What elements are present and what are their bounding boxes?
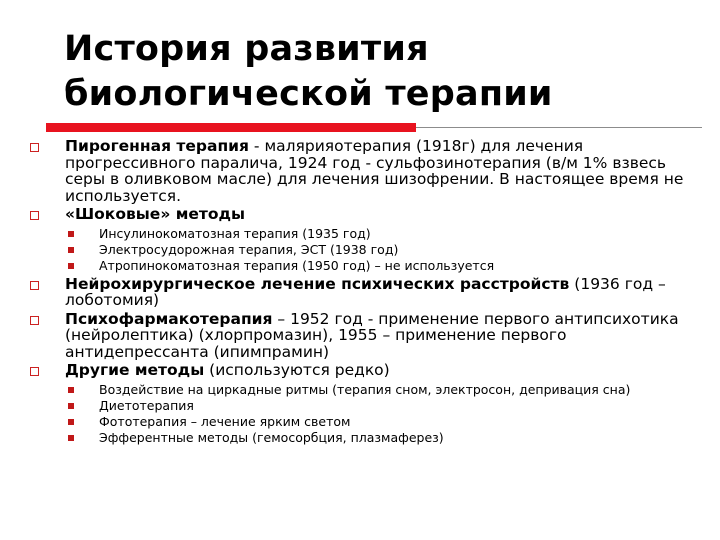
list-item-text: - малярияотерапия (1918г) для лечения прогрессивного паралича, 1924 год - сульфозинотерапия (в/м 1% взвесь серы в оливковом масле) для лечения шизофрении. В настоящее время не используется. xyxy=(65,137,684,205)
sublist-item xyxy=(30,398,710,414)
sublist-item-text: Атропинокоматозная терапия (1950 год) – не используется xyxy=(99,257,495,273)
shock-methods-sublist xyxy=(30,226,710,274)
list-item-heading: Другие методы xyxy=(65,361,205,379)
sublist-item xyxy=(30,414,710,430)
other-methods-sublist xyxy=(30,382,710,446)
list-item-heading: «Шоковые» методы xyxy=(65,205,246,223)
sublist-item-text: Инсулинокоматозная терапия (1935 год) xyxy=(99,225,371,241)
sublist-item xyxy=(30,242,710,258)
list-item-other-methods xyxy=(30,362,710,379)
sublist-item xyxy=(30,430,710,446)
filled-square-bullet-icon xyxy=(68,231,74,237)
sublist-item-text: Эфферентные методы (гемосорбция, плазмаферез) xyxy=(99,429,444,445)
list-item-text: – 1952 год - применение первого антипсихотика (нейролептика) (хлорпромазин), 1955 – применение первого антидепрессанта (ипимпрамин) xyxy=(65,309,679,361)
list-item-heading: Нейрохирургическое лечение психических расстройств xyxy=(65,274,570,293)
filled-square-bullet-icon xyxy=(68,403,74,409)
filled-square-bullet-icon xyxy=(68,419,74,425)
filled-square-bullet-icon xyxy=(68,435,74,441)
list-item-neurosurgery xyxy=(30,276,710,309)
sublist-item-text: Электросудорожная терапия, ЭСТ (1938 год) xyxy=(99,241,399,257)
title-divider-line xyxy=(416,127,702,128)
hollow-square-bullet-icon xyxy=(30,316,39,325)
list-item-heading: Психофармакотерапия xyxy=(65,309,273,328)
title-accent-rule xyxy=(46,123,416,132)
list-item-shock-methods xyxy=(30,206,710,223)
filled-square-bullet-icon xyxy=(68,263,74,269)
list-item-text: (1936 год – лоботомия) xyxy=(65,274,666,309)
slide-title-line-1: История развития xyxy=(64,29,429,69)
list-item-text: (используются редко) xyxy=(204,361,390,379)
slide-title xyxy=(64,27,553,117)
sublist-item-text: Воздействие на циркадные ритмы (терапия сном, электросон, депривация сна) xyxy=(99,381,631,397)
hollow-square-bullet-icon xyxy=(30,211,39,220)
list-item-psychopharmacotherapy xyxy=(30,311,710,361)
hollow-square-bullet-icon xyxy=(30,281,39,290)
hollow-square-bullet-icon xyxy=(30,143,39,152)
list-item-heading: Пирогенная терапия xyxy=(65,137,249,155)
sublist-item-text: Фототерапия – лечение ярким светом xyxy=(99,413,351,429)
filled-square-bullet-icon xyxy=(68,387,74,393)
hollow-square-bullet-icon xyxy=(30,367,39,376)
sublist-item xyxy=(30,226,710,242)
sublist-item xyxy=(30,382,710,398)
sublist-item-text: Диетотерапия xyxy=(99,397,194,413)
slide-body xyxy=(30,138,710,448)
sublist-item xyxy=(30,258,710,274)
list-item-pyrogenic-therapy xyxy=(30,138,710,204)
slide-title-line-2: биологической терапии xyxy=(64,74,553,114)
filled-square-bullet-icon xyxy=(68,247,74,253)
